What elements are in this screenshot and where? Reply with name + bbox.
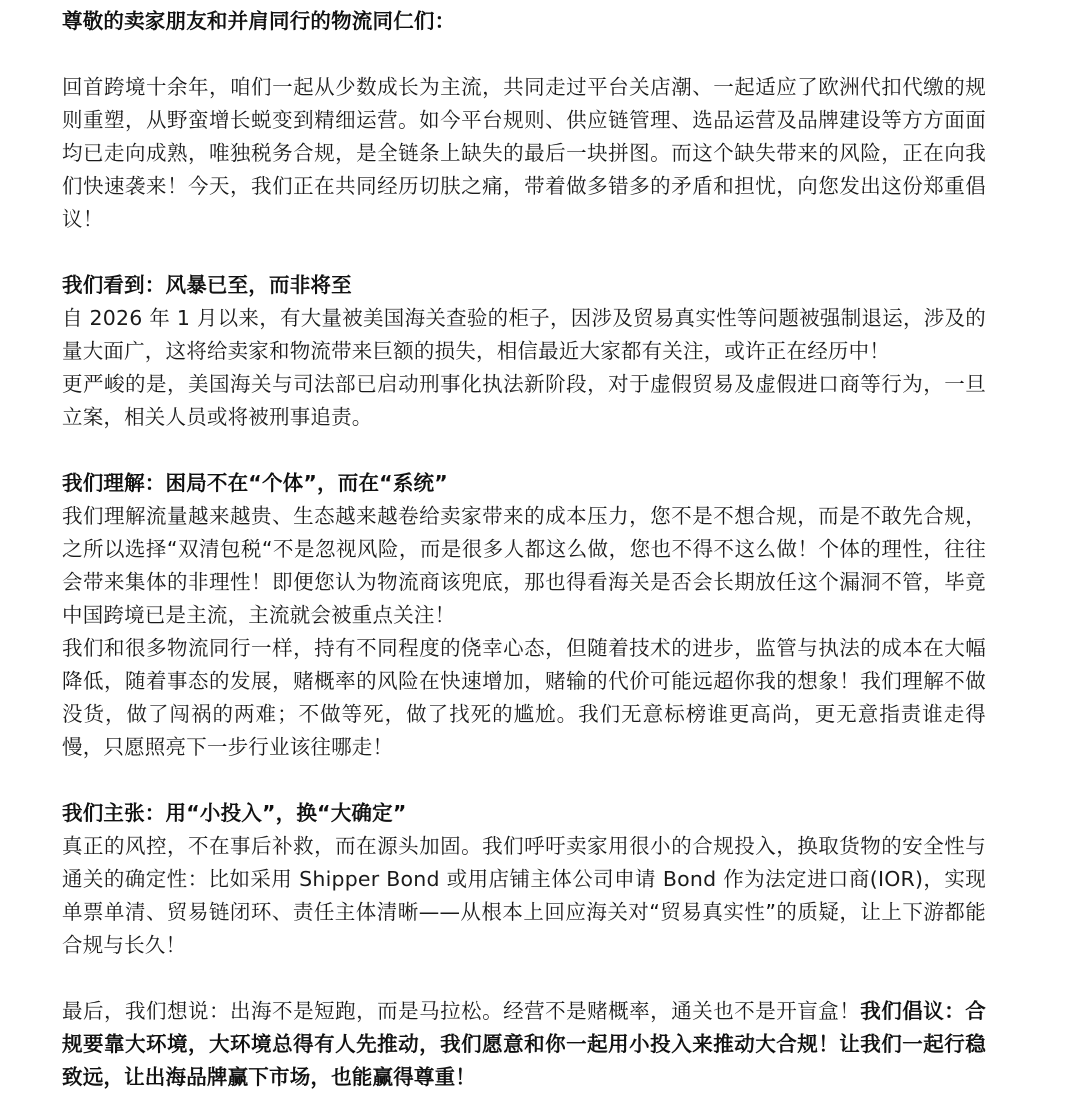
greeting: 尊敬的卖家朋友和并肩同行的物流同仁们： — [62, 9, 456, 33]
spacer — [62, 38, 986, 71]
document-body — [62, 5, 986, 1094]
section-we-see — [62, 269, 986, 434]
section-we-understand — [62, 467, 986, 764]
section-paragraph: 我们理解流量越来越贵、生态越来越卷给卖家带来的成本压力，您不是不想合规，而是不敢先合规，之所以选择“双清包税“不是忽视风险，而是很多人都这么做，您也不得不这么做！个体的理性，往往会带来集体的非理性！即便您认为物流商该兜底，那也得看海关是否会长期放任这个漏洞不管，毕竟中国跨境已是主流，主流就会被重点关注！ — [62, 504, 986, 627]
section-paragraph: 自 2026 年 1 月以来，有大量被美国海关查验的柜子，因涉及贸易真实性等问题被强制退运，涉及的量大面广，这将给卖家和物流带来巨额的损失，相信最近大家都有关注，或许正在经历中！ — [62, 306, 986, 363]
spacer — [62, 764, 986, 797]
section-heading: 我们看到：风暴已至，而非将至 — [62, 273, 352, 297]
section-heading: 我们理解：困局不在“个体”，而在“系统” — [62, 471, 448, 495]
section-paragraph: 更严峻的是，美国海关与司法部已启动刑事化执法新阶段，对于虚假贸易及虚假进口商等行为，一旦立案，相关人员或将被刑事追责。 — [62, 372, 986, 429]
closing-call-to-action: 我们倡议：合规要靠大环境，大环境总得有人先推动，我们愿意和你一起用小投入来推动大合规！让我们一起行稳致远，让出海品牌赢下市场，也能赢得尊重！ — [62, 999, 986, 1089]
spacer — [62, 962, 986, 995]
section-paragraph: 我们和很多物流同行一样，持有不同程度的侥幸心态，但随着技术的进步，监管与执法的成本在大幅降低，随着事态的发展，赌概率的风险在快速增加，赌输的代价可能远超你我的想象！我们理解不做没货，做了闯祸的两难；不做等死，做了找死的尴尬。我们无意标榜谁更高尚，更无意指责谁走得慢，只愿照亮下一步行业该往哪走！ — [62, 636, 986, 759]
closing-paragraph — [62, 995, 986, 1094]
section-heading: 我们主张：用“小投入”，换“大确定” — [62, 801, 407, 825]
intro-paragraph: 回首跨境十余年，咱们一起从少数成长为主流，共同走过平台关店潮、一起适应了欧洲代扣代缴的规则重塑，从野蛮增长蜕变到精细运营。如今平台规则、供应链管理、选品运营及品牌建设等方方面面均已走向成熟，唯独税务合规，是全链条上缺失的最后一块拼图。而这个缺失带来的风险，正在向我们快速袭来！今天，我们正在共同经历切肤之痛，带着做多错多的矛盾和担忧，向您发出这份郑重倡议！ — [62, 75, 986, 231]
spacer — [62, 236, 986, 269]
section-paragraph: 真正的风控，不在事后补救，而在源头加固。我们呼吁卖家用很小的合规投入，换取货物的安全性与通关的确定性：比如采用 Shipper Bond 或用店铺主体公司申请 Bond 作为法定进口商(IOR)，实现单票单清、贸易链闭环、责任主体清晰——从根本上回应海关对“贸易真实性”的质疑，让上下游都能合规与长久！ — [62, 834, 986, 957]
closing-text: 最后，我们想说：出海不是短跑，而是马拉松。经营不是赌概率，通关也不是开盲盒！ — [62, 999, 861, 1023]
spacer — [62, 434, 986, 467]
section-we-advocate — [62, 797, 986, 962]
